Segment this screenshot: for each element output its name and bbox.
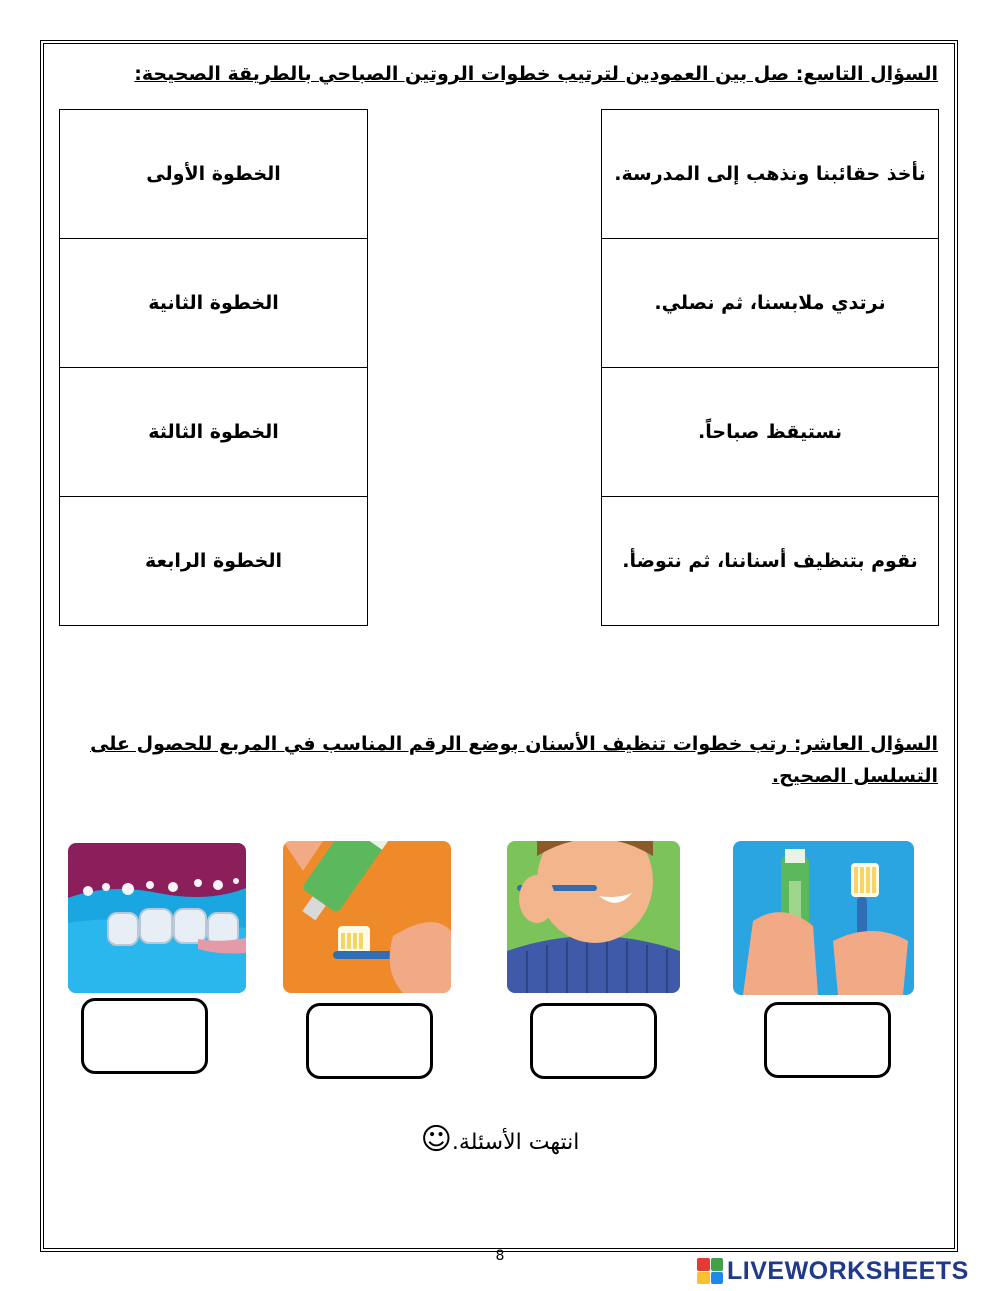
activity-item[interactable]: نقوم بتنظيف أسناننا، ثم نتوضأ. xyxy=(601,496,939,626)
answer-box-3[interactable] xyxy=(530,1003,657,1079)
page-number: 8 xyxy=(495,1248,505,1264)
answer-box-2[interactable] xyxy=(306,1003,433,1079)
question-10-title: السؤال العاشر: رتب خطوات تنظيف الأسنان بوضع الرقم المناسب في المربع للحصول على التسلسل الصحيح. xyxy=(90,733,938,787)
liveworksheets-logo-icon xyxy=(697,1258,723,1284)
step-item[interactable]: الخطوة الثانية xyxy=(59,238,368,368)
matching-column-left xyxy=(59,109,368,626)
answer-box-1[interactable] xyxy=(81,998,208,1074)
brand-logo xyxy=(697,1256,969,1286)
question-9-title: السؤال التاسع: صل بين العمودين لترتيب خطوات الروتين الصباحي بالطريقة الصحيحة: xyxy=(134,63,938,85)
rinse-mouth-picture xyxy=(68,843,246,993)
apply-toothpaste-picture xyxy=(283,841,451,993)
step-item[interactable]: الخطوة الرابعة xyxy=(59,496,368,626)
end-of-questions-text xyxy=(0,1122,1000,1157)
answer-box-4[interactable] xyxy=(764,1002,891,1078)
smiley-icon: ☺ xyxy=(420,1122,452,1157)
activity-item[interactable]: نستيقظ صباحاً. xyxy=(601,367,939,497)
activity-item[interactable]: نرتدي ملابسنا، ثم نصلي. xyxy=(601,238,939,368)
toothbrush-and-toothpaste-picture xyxy=(733,841,914,995)
step-item[interactable]: الخطوة الأولى xyxy=(59,109,368,239)
end-text-label: انتهت الأسئلة. xyxy=(451,1130,580,1155)
brushing-teeth-picture xyxy=(507,841,680,993)
brand-name: LIVEWORKSHEETS xyxy=(727,1256,969,1285)
step-item[interactable]: الخطوة الثالثة xyxy=(59,367,368,497)
activity-item[interactable]: نأخذ حقائبنا ونذهب إلى المدرسة. xyxy=(601,109,939,239)
matching-column-right xyxy=(601,109,939,626)
